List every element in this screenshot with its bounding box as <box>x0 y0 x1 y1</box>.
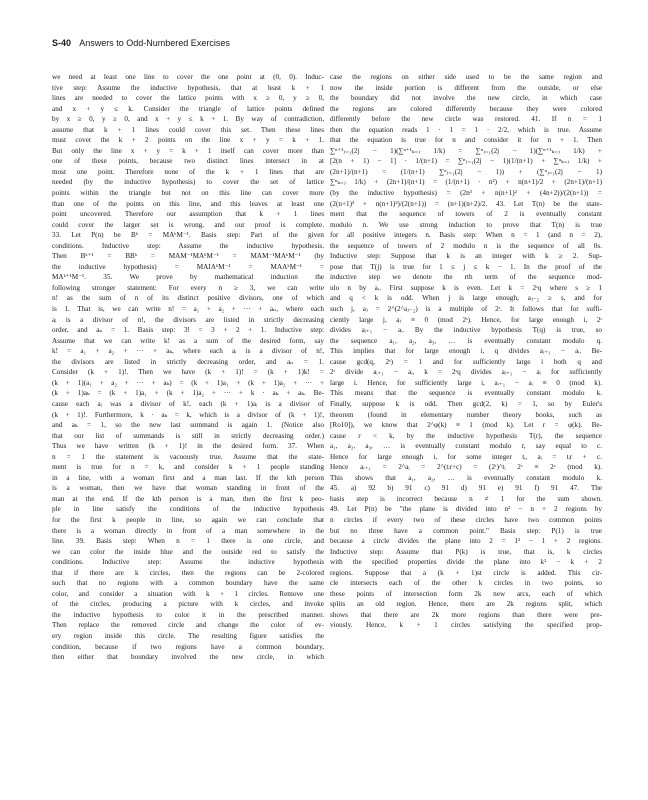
text-line: we need at least one line to cover the one point at (0, 0). Induc- <box>52 73 324 81</box>
text-line: that if there are k circles, then the regions can be 2-colored <box>52 568 324 577</box>
text-line: Then replace the removed circle and change the color of ev- <box>52 621 324 630</box>
text-line: there is a woman directly in front of a man somewhere in the <box>52 526 324 535</box>
text-line: the sequence of towers of 2 modulo n is the sequence of all 0s. <box>330 241 602 250</box>
text-line: for the first k people in line, so again we can conclude that <box>52 515 324 524</box>
text-line: most one point. Therefore none of the k + 1 lines that are <box>52 167 324 176</box>
text-line: shows that there are 2k more regions than there were pre- <box>330 610 602 619</box>
text-line: Then Bᵏ⁺¹ = BBᵏ = MAM⁻¹MAᵏM⁻¹ = MAM⁻¹MAᵏM⁻¹ (by <box>52 252 324 261</box>
text-line: [2(n + 1) − 1] · 1/(n+1) = ∑ⁿⱼ₌₁(2j − 1)(1/(n+1) + ∑ⁿₖ₌ⱼ 1/k) + <box>330 157 602 166</box>
text-line: tive step: Assume the inductive hypothesis, that at least k + 1 <box>52 83 324 92</box>
text-line: ∑ⁿₖ₌ⱼ 1/k) + (2n+1)/(n+1) = (1/(n+1) · n²) + n(n+1)/2 + (2n+1)/(n+1) <box>330 178 602 187</box>
text-line: aᵢ is a divisor of n!, the divisors are listed in strictly decreasing <box>52 315 324 324</box>
text-line: assume that k + 1 lines could cover this set. Then these lines <box>52 125 324 134</box>
text-line: could cover the larger set is wrong, and our proof is complete. <box>52 220 324 229</box>
text-line: following stronger statement: For every n ≥ 3, we can write <box>52 283 324 292</box>
text-line: pose that T(j) is true for 1 ≤ j ≤ k − 1. In the proof of the <box>330 262 602 271</box>
text-line: This means that the sequence is eventually constant modulo k. <box>330 389 602 398</box>
text-line: cause gcd(q, 2ˢ) = 1 and for sufficiently large i both q and <box>330 357 602 366</box>
text-line: n circles if every two of these circles have two common points <box>330 515 602 524</box>
text-line: large i. Hence, for sufficiently large i, aᵢ₊₁ − aᵢ ≡ 0 (mod k). <box>330 378 602 387</box>
text-line: line. 39. Basis step: When n = 1 there is one circle, and <box>52 537 324 546</box>
text-line: for all positive integers n. Basis step: When n = 1 (and n = 2), <box>330 231 602 240</box>
text-line: and aₖ = 1, so the new last summand is again 1. (Notice also <box>52 421 324 430</box>
text-line: Consider (k + 1)!. Then we have (k + 1)! = (k + 1)k! = <box>52 368 324 377</box>
text-line: divides aᵢ₊₁ − aᵢ. By the inductive hypothesis T(q) is true, so <box>330 326 602 335</box>
text-line: Assume that we can write k! as a sum of the desired form, say <box>52 336 324 345</box>
text-line: then the equation reads 1 · 1 = 1 · 2/2, which is true. Assume <box>330 125 602 134</box>
text-line: modulo n. We use strong induction to prove that T(n) is true <box>330 220 602 229</box>
text-line: This implies that for large enough i, q divides aᵢ₊₁ − aᵢ. Be- <box>330 347 602 356</box>
text-line: (k + 1)(a₁ + a₂ + ··· + aₖ) = (k + 1)a₁ + (k + 1)a₂ + ··· + <box>52 378 324 387</box>
text-line: 49. Let P(n) be "the plane is divided into n² − n + 2 regions by <box>330 505 602 514</box>
text-line: viously. Hence, k + 1 circles satisfying the specified prop- <box>330 621 602 630</box>
text-line: ment is true for n = k, and consider k + 1 people standing <box>52 463 324 472</box>
text-line: man at the end. If the kth person is a man, then the first k peo- <box>52 494 324 503</box>
text-line: in a line, with a woman first and a man last. If the kth person <box>52 473 324 482</box>
text-line: the sequence a₁, a₂, a₃, … is eventually constant modulo q. <box>330 336 602 345</box>
text-line: ciently large j, aⱼ ≡ 0 (mod 2ˢ). Hence, for large enough i, 2ˢ <box>330 315 602 324</box>
text-line: cle intersects each of the other k circles in two points, so <box>330 579 602 588</box>
text-line: a₁, a₂, a₃, … is eventually constant modulo r, say equal to c. <box>330 442 602 451</box>
text-line: needed (by the inductive hypothesis) to cover the set of lattice <box>52 178 324 187</box>
text-line: such j, aⱼ = 2^(2^aⱼ₋₂) is a multiple of 2ˢ. It follows that for suffi- <box>330 305 602 314</box>
text-line: differently before the new circle was restored. 41. If n = 1 <box>330 115 602 124</box>
text-line: 33. Let P(n) be Bᵏ = MAᵏM⁻¹. Basis step: Part of the given <box>52 231 324 240</box>
text-line: points within the triangle but not on this line can cover more <box>52 189 324 198</box>
text-line: basis step is incorrect because n ≠ 1 for the sum shown. <box>330 494 602 503</box>
text-line: we can color the inside blue and the outside red to satisfy the <box>52 547 324 556</box>
text-line: Inductive step: Assume that P(k) is true, that is, k circles <box>330 547 602 556</box>
text-line: point uncovered. Therefore our assumption that k + 1 lines <box>52 210 324 219</box>
text-line: order, and aₙ = 1. Basis step: 3! = 3 + 2 + 1. Inductive step: <box>52 326 324 335</box>
text-line: 2ˢ divide aᵢ₊₁ − aᵢ, k = 2ˢq divides aᵢ₊₁ − aᵢ for sufficiently <box>330 368 602 377</box>
text-line: with the specified properties divide the plane into k² − k + 2 <box>330 558 602 567</box>
text-line: (2n+1)/(n+1) = (1/(n+1) ∑ⁿⱼ₌₁(2j − 1)) + (∑ⁿⱼ₌₁(2j − 1) <box>330 167 602 176</box>
text-line: ery region inside this circle. The resulting figure satisfies the <box>52 631 324 640</box>
text-line: the regions are colored differently because they were colored <box>330 104 602 113</box>
text-line: (by the inductive hypothesis) = (2n³ + n(n+1)² + (4n+2))/(2(n+1)) = <box>330 189 602 198</box>
text-line: n! as the sum of n of its distinct positive divisors, one of which <box>52 294 324 303</box>
text-line: k! = a₁ + a₂ + ··· + aₖ, where each aᵢ is a divisor of n!, <box>52 347 324 356</box>
text-line: ment that the sequence of towers of 2 is eventually constant <box>330 210 602 219</box>
text-line: cause each aᵢ was a divisor of k!, each (k + 1)aᵢ is a divisor of <box>52 399 324 408</box>
text-line: This shows that a₁, a₂, … is eventually constant modulo k. <box>330 473 602 482</box>
left-column <box>52 72 324 663</box>
text-line: 45. a) 92 b) 91 c) 91 d) 91 e) 91 f) 91 47. The <box>330 484 602 493</box>
text-line: lines are needed to cover the lattice points with x ≥ 0, y ≥ 0, <box>52 94 324 103</box>
text-line: the inductive hypothesis) = MAIAᵏM⁻¹ = MAAᵏM⁻¹ = <box>52 262 324 271</box>
text-line: that our list of summands is still in strictly decreasing order.) <box>52 431 324 440</box>
page-number: S-40 <box>52 38 72 48</box>
text-line: Hence aᵢ₊₁ = 2^aᵢ = 2^(tᵢr+c) = (2ʳ)^tᵢ 2ᶜ ≡ 2ᶜ (mod k). <box>330 463 602 472</box>
text-line: ∑ⁿ⁺¹ⱼ₌₁(2j − 1)(∑ⁿ⁺¹ₖ₌ⱼ 1/k) = ∑ⁿⱼ₌₁(2j − 1)(∑ⁿ⁺¹ₖ₌ⱼ 1/k) + <box>330 146 602 155</box>
running-title: Answers to Odd-Numbered Exercises <box>79 38 230 48</box>
text-line: regions. Suppose that a (k + 1)st circle is added. This cir- <box>330 568 602 577</box>
text-line: and q < k is odd. When j is large enough, aⱼ₋₂ ≥ s, and for <box>330 294 602 303</box>
page-header <box>52 38 612 49</box>
text-line: condition, because if two regions have a common boundary, <box>52 642 324 651</box>
text-line: (k + 1)!. Furthermore, k · aₖ = k, which is a divisor of (k + 1)!, <box>52 410 324 419</box>
text-line: Hence for large enough i, for some integer tᵢ, aᵢ = tᵢr + c. <box>330 452 602 461</box>
text-line: [Ro10]), we know that 2^φ(k) ≡ 1 (mod k). Let r = φ(k). Be- <box>330 421 602 430</box>
text-line: MAᵏ⁺¹M⁻¹. 35. We prove by mathematical induction the <box>52 273 324 282</box>
text-line: is 1. That is, we can write n! = a₁ + a₂ + ··· + aₙ, where each <box>52 305 324 314</box>
text-line: the inductive hypothesis to color it in the prescribed manner. <box>52 610 324 619</box>
right-column <box>330 72 602 631</box>
text-line: such that no regions with a common boundary have the same <box>52 579 324 588</box>
text-line: Finally, suppose k is odd. Then gcd(2, k) = 1, so by Euler's <box>330 399 602 408</box>
text-line: and x + y ≤ k. Consider the triangle of lattice points defined <box>52 104 324 113</box>
text-line: one of these points, because two distinct lines intersect in at <box>52 157 324 166</box>
text-line: conditions. Inductive step: Assume the inductive hypothesis. <box>52 241 324 250</box>
text-line: is a woman, then we have that woman standing in front of the <box>52 484 324 493</box>
text-line: the divisors are listed in strictly decreasing order, and aₙ = 1. <box>52 357 324 366</box>
text-line: color, and consider a situation with k + 1 circles. Remove one <box>52 589 324 598</box>
text-line: Thus we have written (k + 1)! in the desired form. 37. When <box>52 442 324 451</box>
text-line: conditions. Inductive step: Assume the inductive hypothesis <box>52 558 324 567</box>
text-line: ple in line satisfy the conditions of the inductive hypothesis <box>52 505 324 514</box>
text-line: (k + 1)aₖ = (k + 1)a₁ + (k + 1)a₂ + ··· + k · aₖ + aₖ. Be- <box>52 389 324 398</box>
text-line: but no three have a common point." Basis step: P(1) is true <box>330 526 602 535</box>
text-line: these points of intersection form 2k new arcs, each of which <box>330 589 602 598</box>
text-line: now the inside portion is different from the outside, or else <box>330 83 602 92</box>
text-line: But only the line x + y = k + 1 itself can cover more than <box>52 146 324 155</box>
text-line: then either that boundary involved the new circle, in which <box>52 653 324 662</box>
text-line: case the regions on either side used to be the same region and <box>330 73 602 81</box>
text-line: that the equation is true for n and consider it for n + 1. Then <box>330 136 602 145</box>
text-line: cause r < k, by the inductive hypothesis T(r), the sequence <box>330 431 602 440</box>
text-line: theorem (found in elementary number theory books, such as <box>330 410 602 419</box>
text-line: inductive step we denote the rth term of the sequence mod- <box>330 273 602 282</box>
text-line: Inductive step: Suppose that k is an integer with k ≥ 2. Sup- <box>330 252 602 261</box>
text-line: than one of the points on this line, and this leaves at least one <box>52 199 324 208</box>
text-line: ulo n by aᵣ. First suppose k is even. Let k = 2ˢq where s ≥ 1 <box>330 283 602 292</box>
text-line: because a circle divides the plane into 2 = 1² − 1 + 2 regions. <box>330 537 602 546</box>
text-line: must cover the k + 2 points on the line x + y = k + 1. <box>52 136 324 145</box>
text-line: by x ≥ 0, y ≥ 0, and x + y ≤ k + 1. By way of contradiction, <box>52 115 324 124</box>
text-line: n = 1 the statement is vacuously true. Assume that the state- <box>52 452 324 461</box>
text-line: the boundary did not involve the new circle, in which case <box>330 94 602 103</box>
text-line: of the circles, producing a picture with k circles, and invoke <box>52 600 324 609</box>
text-line: (2(n+1)³ + n(n+1)²)/(2(n+1)) = (n+1)(n+2)/2. 43. Let T(n) be the state- <box>330 199 602 208</box>
text-line: splits an old region. Hence, there are 2k regions split, which <box>330 600 602 609</box>
